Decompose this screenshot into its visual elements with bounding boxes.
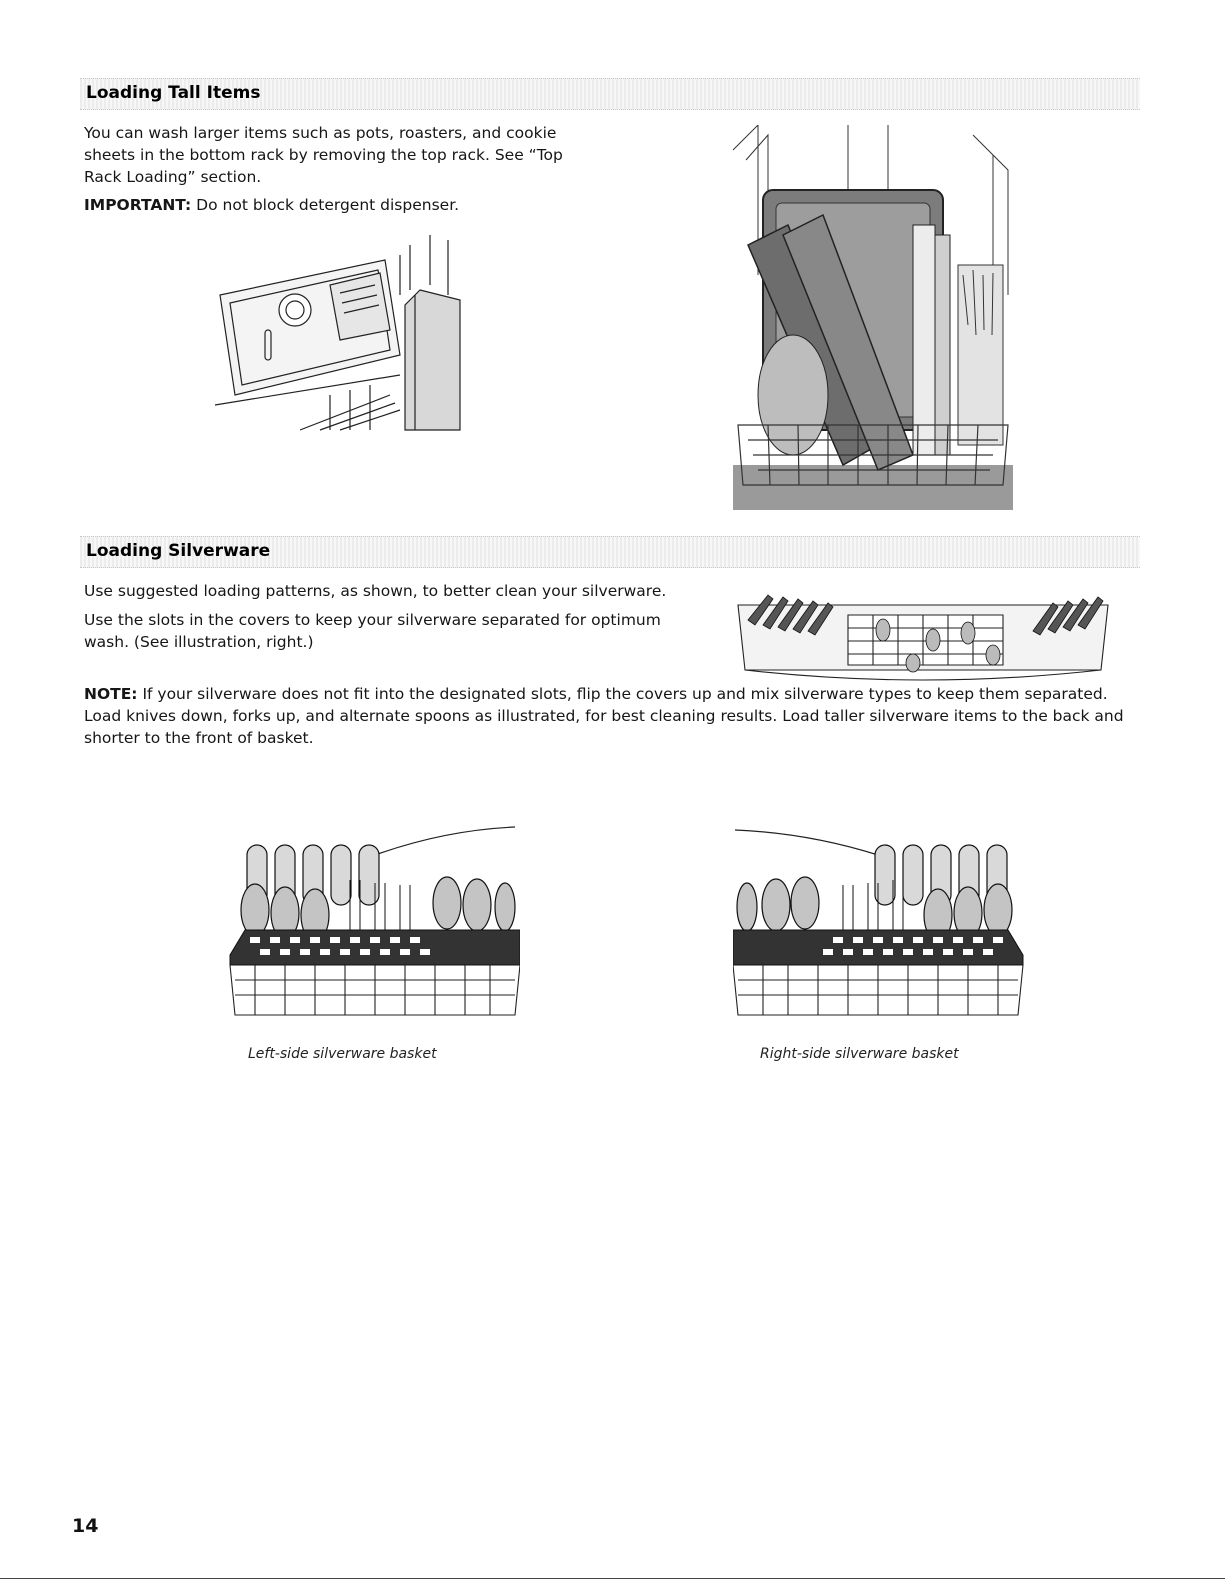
bottom-rule (0, 1578, 1225, 1579)
important-note (84, 194, 584, 216)
section-header-tall-items (80, 78, 1140, 110)
silverware-paragraph-1: Use suggested loading patterns, as shown, to better clean your silverware. (84, 582, 667, 600)
note-label: NOTE: (84, 685, 138, 703)
important-text: Do not block detergent dispenser. (191, 196, 460, 214)
section-title: Loading Silverware (86, 541, 271, 561)
silverware-basket-overview-illustration (733, 585, 1113, 690)
right-basket-caption: Right-side silverware basket (760, 1046, 959, 1062)
note-text: If your silverware does not fit into the designated slots, flip the covers up and mix silverware types to keep them separated. Load knives down, forks up, and alternate spoons as illustrated, for best cleaning results. Load taller silverware items to the back and shorter to the front of basket. (84, 685, 1124, 747)
detergent-dispenser-illustration (210, 235, 465, 435)
tall-items-rack-illustration (728, 125, 1018, 510)
tall-items-paragraph: You can wash larger items such as pots, roasters, and cookie sheets in the bottom rack by removing the top rack. See “Top Rack Loading” section. (84, 124, 563, 186)
important-label: IMPORTANT: (84, 196, 192, 214)
section-title: Loading Tall Items (86, 83, 261, 103)
left-silverware-basket-illustration (225, 825, 520, 1020)
note-paragraph (84, 683, 1144, 749)
right-silverware-basket-illustration (733, 825, 1028, 1020)
silverware-paragraph-2: Use the slots in the covers to keep your silverware separated for optimum wash. (See illustration, right.) (84, 611, 661, 651)
section-header-silverware (80, 536, 1140, 568)
page-number: 14 (72, 1515, 99, 1537)
left-basket-caption: Left-side silverware basket (248, 1046, 437, 1062)
